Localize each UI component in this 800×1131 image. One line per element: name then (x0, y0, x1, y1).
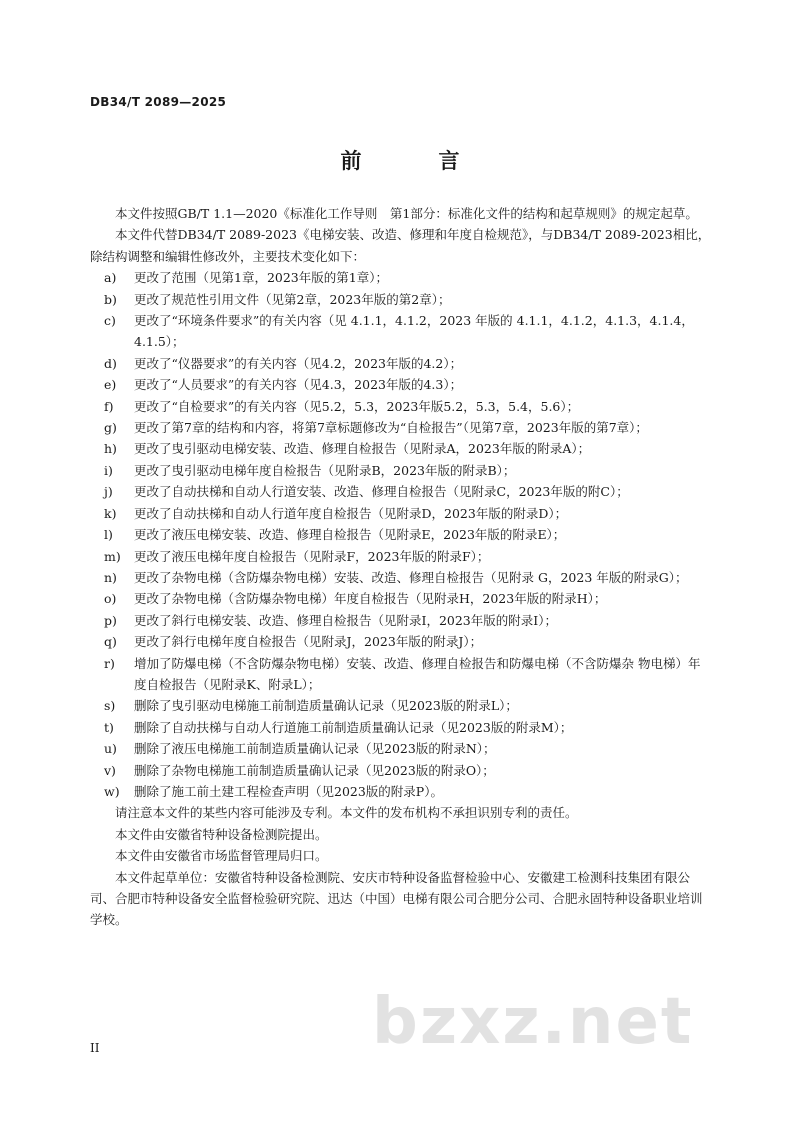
list-item: p) 更改了斜行电梯安装、改造、修理自检报告（见附录I，2023年版的附录I）； (104, 612, 557, 628)
administrator-statement: 本文件由安徽省市场监督管理局归口。 (115, 848, 328, 864)
patent-notice: 请注意本文件的某些内容可能涉及专利。本文件的发布机构不承担识别专利的责任。 (115, 805, 578, 821)
list-item: h) 更改了曳引驱动电梯安装、改造、修理自检报告（见附录A，2023年版的附录A）； (104, 441, 591, 457)
proposer-statement: 本文件由安徽省特种设备检测院提出。 (115, 826, 328, 842)
list-item: n) 更改了杂物电梯（含防爆杂物电梯）安装、改造、修理自检报告（见附录 G，2023 年版的附录G）； (104, 569, 688, 585)
list-item: m) 更改了液压电梯年度自检报告（见附录F，2023年版的附录F）； (104, 548, 490, 564)
list-item: u) 删除了液压电梯施工前制造质量确认记录（见2023版的附录N）； (104, 741, 496, 757)
list-item: e) 更改了“人员要求”的有关内容（见4.3，2023年版的4.3）； (104, 377, 463, 393)
drafting-units: 本文件起草单位：安徽省特种设备检测院、安庆市特种设备监督检验中心、安徽建工检测科技集团有限公司、合肥市特种设备安全监督检验研究院、迅达（中国）电梯有限公司合肥分公司、合肥永固特种设备职业培训学校。 (90, 869, 703, 928)
document-code: DB34/T 2089—2025 (90, 95, 227, 109)
list-item: o) 更改了杂物电梯（含防爆杂物电梯）年度自检报告（见附录H，2023年版的附录H）； (104, 591, 607, 607)
page-title: 前 言 (340, 148, 488, 173)
list-item: g) 更改了第7章的结构和内容，将第7章标题修改为“自检报告”（见第7章，2023年版的第7章）； (104, 420, 648, 436)
watermark: bzxz.net (372, 985, 694, 1059)
list-item: f) 更改了“自检要求”的有关内容（见5.2，5.3，2023年版5.2，5.3，5.4，5.6）； (104, 398, 580, 414)
intro-paragraph: 本文件代替DB34/T 2089-2023《电梯安装、改造、修理和年度自检规范》，与DB34/T 2089-2023相比，除结构调整和编辑性修改外，主要技术变化如下： (90, 227, 711, 264)
list-item: i) 更改了曳引驱动电梯年度自检报告（见附录B，2023年版的附录B）； (104, 462, 516, 478)
page-number: II (90, 1041, 100, 1055)
list-item: b) 更改了规范性引用文件（见第2章，2023年版的第2章）； (104, 291, 451, 307)
list-item: v) 删除了杂物电梯施工前制造质量确认记录（见2023版的附录O）； (104, 762, 495, 778)
list-item: a) 更改了范围（见第1章，2023年版的第1章）； (104, 270, 388, 286)
list-item: q) 更改了斜行电梯年度自检报告（见附录J，2023年版的附录J）； (104, 634, 483, 650)
list-item: s) 删除了曳引驱动电梯施工前制造质量确认记录（见2023版的附录L）； (104, 698, 518, 714)
intro-paragraph: 本文件按照GB/T 1.1—2020《标准化工作导则 第1部分：标准化文件的结构和起草规则》的规定起草。 (115, 206, 698, 221)
list-item: w) 删除了施工前土建工程检查声明（见2023版的附录P）。 (104, 783, 443, 799)
preface-body (90, 203, 712, 931)
list-item: c) 更改了“环境条件要求”的有关内容（见 4.1.1，4.1.2，2023 年版的 4.1.1，4.1.2，4.1.3，4.1.4，4.1.5）； (104, 313, 694, 350)
list-item: d) 更改了“仪器要求”的有关内容（见4.2，2023年版的4.2）； (104, 355, 463, 371)
list-item: j) 更改了自动扶梯和自动人行道安装、改造、修理自检报告（见附录C，2023年版的附C）； (104, 484, 629, 500)
list-item: r) 增加了防爆电梯（不含防爆杂物电梯）安装、改造、修理自检报告和防爆电梯（不含防爆杂 物电梯）年度自检报告（见附录K、附录L）； (104, 655, 701, 692)
list-item: l) 更改了液压电梯安装、改造、修理自检报告（见附录E，2023年版的附录E）； (104, 527, 566, 543)
list-item: t) 删除了自动扶梯与自动人行道施工前制造质量确认记录（见2023版的附录M）； (104, 719, 573, 735)
list-item: k) 更改了自动扶梯和自动人行道年度自检报告（见附录D，2023年版的附录D）； (104, 505, 568, 521)
